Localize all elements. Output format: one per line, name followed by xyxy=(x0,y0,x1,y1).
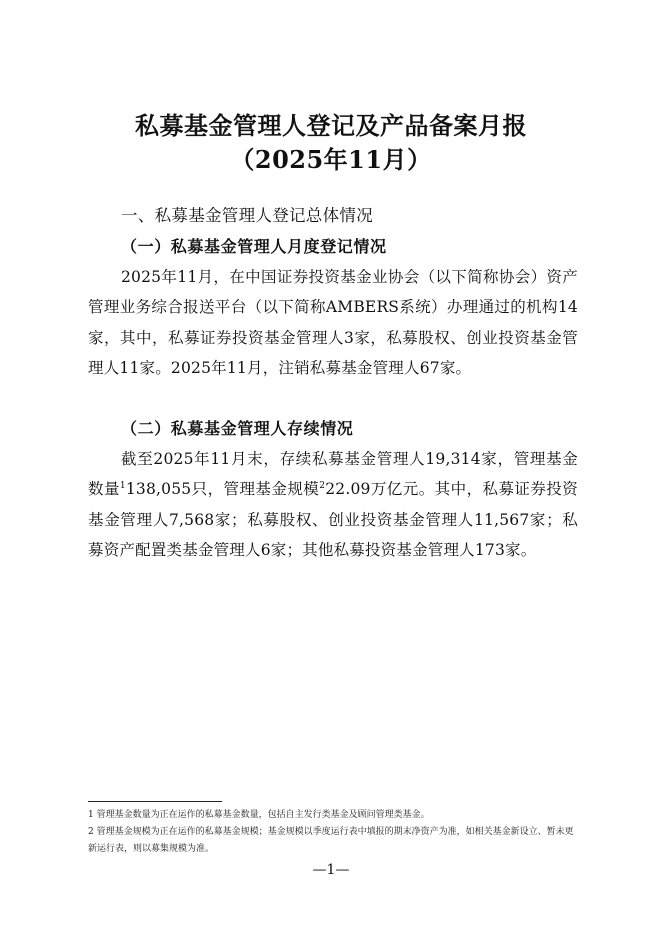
document-title-period: （2025年11月） xyxy=(230,145,432,174)
subsection-heading-monthly-registration: （一）私募基金管理人月度登记情况 xyxy=(121,237,387,256)
page-number: —1— xyxy=(312,862,350,878)
footnote-2: 2 管理基金规模为正在运作的私募基金规模；基金规模以季度运行表中填报的期末净资产为准，如相关基金新设立、暂未更新运行表，则以募集规模为准。 xyxy=(88,827,574,854)
section-heading-1: 一、私募基金管理人登记总体情况 xyxy=(121,206,373,225)
footnotes xyxy=(88,807,578,858)
document-title: 私募基金管理人登记及产品备案月报 xyxy=(135,111,527,140)
paragraph-existing-managers xyxy=(88,444,578,565)
paragraph-monthly-registration: 2025年11月，在中国证券投资基金业协会（以下简称协会）资产管理业务综合报送平台（以下简称AMBERS系统）办理通过的机构14家，其中，私募证券投资基金管理人3家，私募股权、创业投资基金管理人11家。2025年11月，注销私募基金管理人67家。 xyxy=(88,268,578,377)
footnote-ref-1[interactable]: 1 xyxy=(119,481,126,492)
paragraph-text-part3: 22.09万亿元。其中，私募证券投资基金管理人7,568家；私募股权、创业投资基金管理人11,567家；私募资产配置类基金管理人6家；其他私募投资基金管理人173家。 xyxy=(88,480,578,559)
footnote-divider xyxy=(88,801,222,802)
footnote-1: 1 管理基金数量为正在运作的私募基金数量，包括自主发行类基金及顾问管理类基金。 xyxy=(88,810,430,820)
paragraph-text-part2: 138,055只，管理基金规模 xyxy=(125,480,320,499)
paragraph-text-part1: 截至2025年11月末，存续私募基金管理人19,314家，管理基金数量 xyxy=(88,450,578,499)
subsection-heading-existing-managers: （二）私募基金管理人存续情况 xyxy=(121,419,354,438)
footnote-ref-2[interactable]: 2 xyxy=(319,481,326,492)
